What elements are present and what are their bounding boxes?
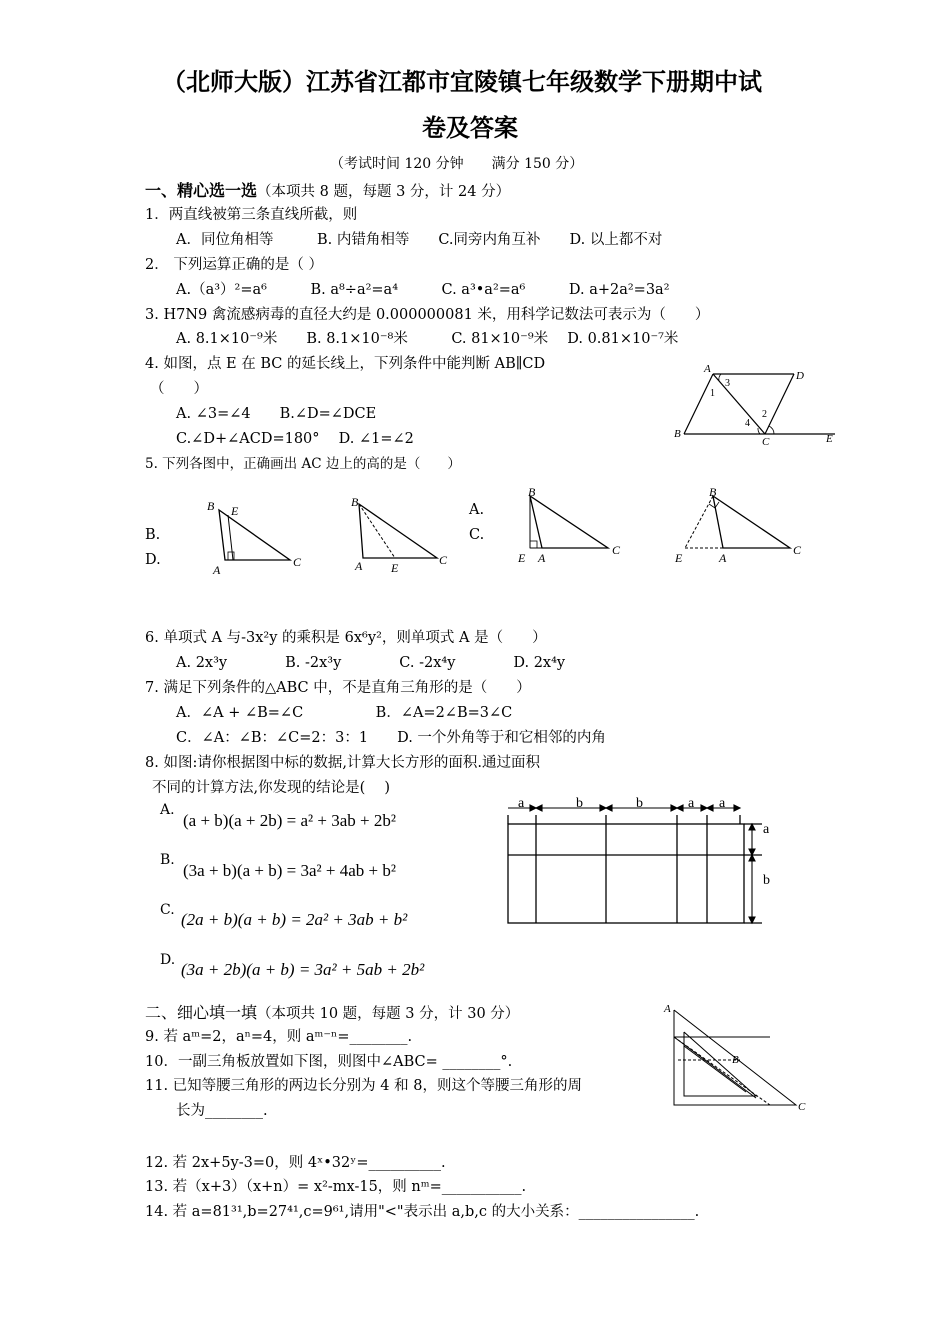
line-ab xyxy=(684,374,713,434)
q13: 13. 若（x+3）（x+n）= x²-mx-15，则 nᵐ=___________. xyxy=(145,1179,527,1195)
line-ac xyxy=(713,374,765,434)
line-cd xyxy=(765,374,794,434)
fig1-pt-a: A xyxy=(213,563,221,577)
section-1-heading: 一、精心选一选 xyxy=(145,181,258,200)
q7-stem: 7. 满足下列条件的△ABC 中，不是直角三角形的是（ ） xyxy=(145,680,531,696)
q8-formula-c: (2a + b)(a + b) = 2a² + 3ab + b² xyxy=(181,910,408,929)
fig4-pt-c: C xyxy=(793,543,802,557)
top-label-a3: a xyxy=(719,796,726,811)
q2-stem: 2． 下列运算正确的是（ ） xyxy=(145,257,323,273)
pt-e: E xyxy=(826,433,833,445)
title-line-2: 卷及答案 xyxy=(422,114,518,142)
fig4-pt-a: A xyxy=(719,551,727,565)
q8-label-a: A. xyxy=(160,802,175,818)
fig2-pt-e: E xyxy=(391,561,399,575)
angle-3: 3 xyxy=(725,378,730,389)
q5-label-a: A. xyxy=(469,502,485,518)
title-line-1: （北师大版）江苏省江都市宜陵镇七年级数学下册期中试 xyxy=(162,68,762,96)
side-label-a: a xyxy=(763,822,770,837)
q4-options-cd: C.∠D+∠ACD=180° D. ∠1=∠2 xyxy=(176,431,414,447)
q2-options: A.（a³）²=a⁶ B. a⁸÷a²=a⁴ C. a³•a²=a⁶ D. a+2a²=3a² xyxy=(176,282,670,298)
section-2-heading: 二、细心填一填 xyxy=(145,1003,258,1022)
fig4-pt-e: E xyxy=(675,551,683,565)
q11-line-2: 长为________. xyxy=(176,1103,268,1119)
q4-options-ab: A. ∠3=∠4 B.∠D=∠DCE xyxy=(176,406,377,422)
q4-figure xyxy=(670,362,840,447)
top-label-b2: b xyxy=(636,796,643,811)
angle-2: 2 xyxy=(762,409,767,420)
subtitle: （考试时间 120 分钟 满分 150 分） xyxy=(330,156,584,172)
q3-stem: 3. H7N9 禽流感病毒的直径大约是 0.000000081 米，用科学记数法可表示为（ ） xyxy=(145,307,710,323)
fig3-pt-a: A xyxy=(538,551,546,565)
q1-stem: 1．两直线被第三条直线所截，则 xyxy=(145,207,358,223)
q3-options: A. 8.1×10⁻⁹米 B. 8.1×10⁻⁸米 C. 81×10⁻⁹米 D. 0.81×10⁻⁷米 xyxy=(176,331,679,347)
q7-options-cd: C．∠A：∠B：∠C=2：3：1 D. 一个外角等于和它相邻的内角 xyxy=(176,730,606,746)
q8-label-c: C. xyxy=(160,902,175,918)
q5-label-b: B. xyxy=(145,527,161,543)
top-label-a2: a xyxy=(688,796,695,811)
q10-figure xyxy=(660,1000,810,1115)
q8-formula-d: (3a + 2b)(a + b) = 3a² + 5ab + 2b² xyxy=(181,960,425,979)
section-2-header xyxy=(145,1000,519,1023)
q12: 12. 若 2x+5y-3=0，则 4ˣ•32ʸ=__________. xyxy=(145,1155,446,1171)
q8-label-b: B. xyxy=(160,852,175,868)
angle-1: 1 xyxy=(710,388,715,399)
q7-options-ab: A．∠A + ∠B=∠C B．∠A=2∠B=3∠C xyxy=(176,705,513,721)
fig1-pt-b: B xyxy=(207,499,215,513)
q5-figure-2 xyxy=(345,490,465,580)
section-1-header xyxy=(145,178,510,201)
side-label-b: b xyxy=(763,873,770,888)
q4-stem-1: 4. 如图，点 E 在 BC 的延长线上，下列条件中能判断 AB∥CD xyxy=(145,356,546,372)
q8-label-d: D. xyxy=(160,952,176,968)
pt-b: B xyxy=(674,428,681,440)
q5-figure-1 xyxy=(195,490,315,580)
q10: 10．一副三角板放置如下图，则图中∠ABC= ________°. xyxy=(145,1054,513,1070)
q9: 9. 若 aᵐ=2，aⁿ=4，则 aᵐ⁻ⁿ=________. xyxy=(145,1029,413,1045)
top-label-a1: a xyxy=(518,796,525,811)
fig4-pt-b: B xyxy=(709,485,717,499)
q8-rectangle-figure xyxy=(500,795,800,930)
fig2-pt-c: C xyxy=(439,553,448,567)
pt-c: C xyxy=(762,436,770,447)
q14: 14. 若 a=81³¹,b=27⁴¹,c=9⁶¹,请用"<"表示出 a,b,c 的大小关系：________________. xyxy=(145,1204,700,1220)
q8-formula-b: (3a + b)(a + b) = 3a² + 4ab + b² xyxy=(183,861,396,880)
pt-a: A xyxy=(704,363,711,375)
fig3-pt-e: E xyxy=(518,551,526,565)
section-2-note: （本项共 10 题，每题 3 分，计 30 分） xyxy=(257,1006,520,1022)
angle-4: 4 xyxy=(745,418,750,429)
q5-label-d: D. xyxy=(145,552,161,568)
fig2-pt-a: A xyxy=(355,559,363,573)
q8-stem-1: 8. 如图:请你根据图中标的数据,计算大长方形的面积.通过面积 xyxy=(145,755,541,771)
q6-options: A. 2x³y B. -2x³y C. -2x⁴y D. 2x⁴y xyxy=(176,655,566,671)
pt-d: D xyxy=(796,370,804,382)
q5-figure-4 xyxy=(665,480,815,570)
q10-pt-a: A xyxy=(664,1003,671,1015)
q10-pt-c: C xyxy=(798,1101,806,1113)
fig1-pt-c: C xyxy=(293,555,302,569)
q11-line-1: 11. 已知等腰三角形的两边长分别为 4 和 8，则这个等腰三角形的周 xyxy=(145,1078,582,1094)
q1-options: A．同位角相等 B. 内错角相等 C.同旁内角互补 D. 以上都不对 xyxy=(176,232,663,248)
q5-label-c: C. xyxy=(469,527,485,543)
fig2-pt-b: B xyxy=(351,495,359,509)
fig1-pt-e: E xyxy=(231,504,239,518)
q10-pt-b: B xyxy=(732,1054,739,1066)
top-label-b1: b xyxy=(576,796,583,811)
q4-stem-2: （ ） xyxy=(150,381,208,397)
q5-stem: 5. 下列各图中，正确画出 AC 边上的高的是（ ） xyxy=(145,456,461,472)
q8-formula-a: (a + b)(a + 2b) = a² + 3ab + 2b² xyxy=(183,811,396,830)
fig3-pt-b: B xyxy=(528,485,536,499)
q5-figure-3 xyxy=(510,480,630,570)
q6-stem: 6. 单项式 A 与-3x²y 的乘积是 6x⁶y²，则单项式 A 是（ ） xyxy=(145,630,547,646)
section-1-note: （本项共 8 题，每题 3 分，计 24 分） xyxy=(257,184,511,200)
q8-stem-2: 不同的计算方法,你发现的结论是( ) xyxy=(152,780,391,796)
fig3-pt-c: C xyxy=(612,543,621,557)
